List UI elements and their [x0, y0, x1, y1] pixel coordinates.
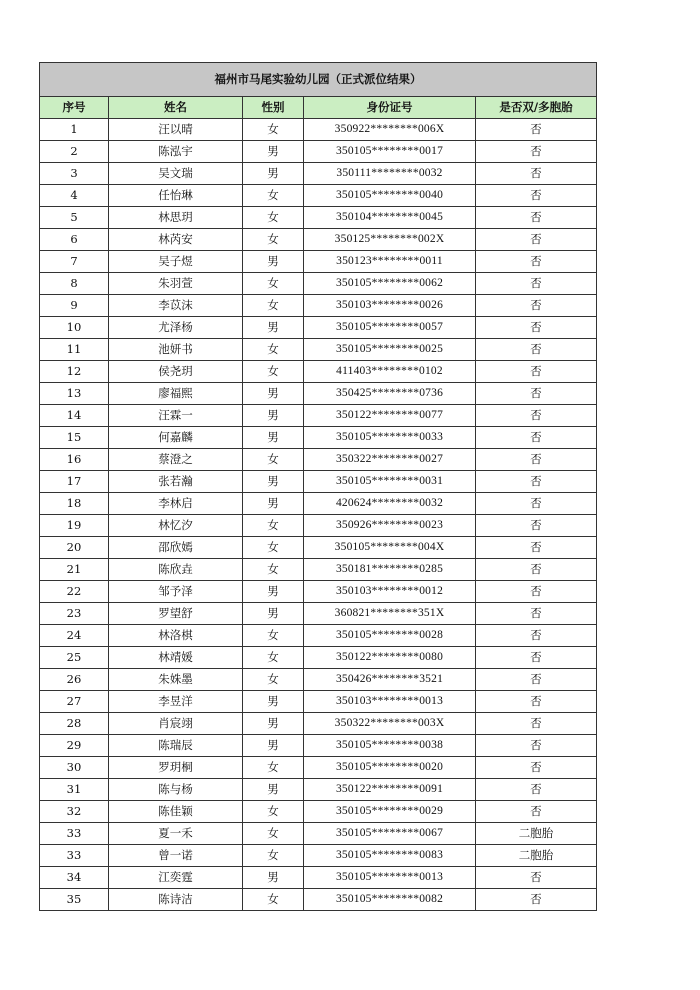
title-row — [40, 63, 597, 97]
cell-id-number: 350105********0057 — [304, 317, 476, 339]
cell-name: 李林启 — [109, 493, 243, 515]
table-row — [40, 449, 597, 471]
header-twins: 是否双/多胞胎 — [476, 97, 597, 119]
table-row — [40, 339, 597, 361]
cell-id-number: 350105********0033 — [304, 427, 476, 449]
table-row — [40, 867, 597, 889]
cell-twins: 否 — [476, 889, 597, 911]
cell-twins: 否 — [476, 185, 597, 207]
table-row — [40, 229, 597, 251]
cell-gender: 女 — [243, 823, 304, 845]
cell-id-number: 350105********004X — [304, 537, 476, 559]
cell-gender: 女 — [243, 207, 304, 229]
cell-name: 吴子煜 — [109, 251, 243, 273]
cell-name: 江奕霆 — [109, 867, 243, 889]
cell-name: 夏一禾 — [109, 823, 243, 845]
cell-name: 李昱洋 — [109, 691, 243, 713]
cell-gender: 男 — [243, 735, 304, 757]
cell-name: 蔡澄之 — [109, 449, 243, 471]
cell-twins: 否 — [476, 119, 597, 141]
cell-name: 汪霖一 — [109, 405, 243, 427]
cell-name: 廖福熙 — [109, 383, 243, 405]
cell-index: 9 — [40, 295, 109, 317]
cell-name: 陈欣垚 — [109, 559, 243, 581]
cell-index: 26 — [40, 669, 109, 691]
table-row — [40, 471, 597, 493]
cell-index: 22 — [40, 581, 109, 603]
cell-index: 16 — [40, 449, 109, 471]
cell-id-number: 350425********0736 — [304, 383, 476, 405]
cell-twins: 否 — [476, 471, 597, 493]
cell-name: 侯尧玥 — [109, 361, 243, 383]
cell-gender: 女 — [243, 647, 304, 669]
cell-gender: 男 — [243, 251, 304, 273]
cell-twins: 否 — [476, 163, 597, 185]
cell-id-number: 350103********0013 — [304, 691, 476, 713]
table-row — [40, 405, 597, 427]
cell-id-number: 350105********0020 — [304, 757, 476, 779]
sheet-title: 福州市马尾实验幼儿园（正式派位结果） — [40, 63, 597, 97]
table-body — [40, 119, 597, 911]
cell-index: 14 — [40, 405, 109, 427]
cell-index: 3 — [40, 163, 109, 185]
cell-gender: 男 — [243, 383, 304, 405]
cell-twins: 否 — [476, 537, 597, 559]
cell-name: 曾一诺 — [109, 845, 243, 867]
cell-gender: 女 — [243, 295, 304, 317]
table-row — [40, 141, 597, 163]
cell-index: 34 — [40, 867, 109, 889]
cell-index: 4 — [40, 185, 109, 207]
cell-name: 邹予泽 — [109, 581, 243, 603]
table-row — [40, 603, 597, 625]
cell-index: 17 — [40, 471, 109, 493]
table-row — [40, 119, 597, 141]
cell-index: 18 — [40, 493, 109, 515]
cell-id-number: 350103********0012 — [304, 581, 476, 603]
cell-twins: 否 — [476, 515, 597, 537]
cell-id-number: 350122********0080 — [304, 647, 476, 669]
cell-index: 30 — [40, 757, 109, 779]
cell-name: 任怡琳 — [109, 185, 243, 207]
cell-twins: 否 — [476, 229, 597, 251]
cell-index: 33 — [40, 845, 109, 867]
cell-index: 19 — [40, 515, 109, 537]
cell-gender: 女 — [243, 339, 304, 361]
cell-id-number: 350122********0077 — [304, 405, 476, 427]
table-row — [40, 713, 597, 735]
cell-name: 陈佳颖 — [109, 801, 243, 823]
table-row — [40, 801, 597, 823]
cell-index: 29 — [40, 735, 109, 757]
cell-index: 2 — [40, 141, 109, 163]
cell-twins: 二胞胎 — [476, 845, 597, 867]
enrollment-result-table — [39, 62, 597, 911]
cell-index: 28 — [40, 713, 109, 735]
cell-twins: 否 — [476, 625, 597, 647]
cell-id-number: 350105********0017 — [304, 141, 476, 163]
header-index: 序号 — [40, 97, 109, 119]
cell-name: 汪以晴 — [109, 119, 243, 141]
cell-index: 24 — [40, 625, 109, 647]
cell-id-number: 350105********0013 — [304, 867, 476, 889]
cell-index: 5 — [40, 207, 109, 229]
cell-name: 李苡沫 — [109, 295, 243, 317]
cell-name: 邵欣嫣 — [109, 537, 243, 559]
cell-id-number: 420624********0032 — [304, 493, 476, 515]
table-row — [40, 691, 597, 713]
cell-id-number: 350322********003X — [304, 713, 476, 735]
cell-name: 池妍书 — [109, 339, 243, 361]
cell-id-number: 350105********0040 — [304, 185, 476, 207]
table-row — [40, 559, 597, 581]
cell-gender: 男 — [243, 867, 304, 889]
cell-id-number: 350922********006X — [304, 119, 476, 141]
cell-gender: 男 — [243, 141, 304, 163]
cell-id-number: 350105********0038 — [304, 735, 476, 757]
cell-twins: 否 — [476, 273, 597, 295]
cell-id-number: 350122********0091 — [304, 779, 476, 801]
table-row — [40, 669, 597, 691]
header-row — [40, 97, 597, 119]
cell-index: 33 — [40, 823, 109, 845]
cell-twins: 二胞胎 — [476, 823, 597, 845]
cell-index: 6 — [40, 229, 109, 251]
cell-name: 吴文瑞 — [109, 163, 243, 185]
cell-twins: 否 — [476, 383, 597, 405]
cell-name: 何嘉麟 — [109, 427, 243, 449]
cell-twins: 否 — [476, 801, 597, 823]
cell-id-number: 350105********0029 — [304, 801, 476, 823]
cell-gender: 男 — [243, 317, 304, 339]
cell-gender: 男 — [243, 603, 304, 625]
cell-index: 11 — [40, 339, 109, 361]
cell-gender: 男 — [243, 713, 304, 735]
cell-id-number: 350105********0067 — [304, 823, 476, 845]
cell-twins: 否 — [476, 779, 597, 801]
cell-gender: 女 — [243, 119, 304, 141]
table-row — [40, 515, 597, 537]
cell-id-number: 350105********0028 — [304, 625, 476, 647]
cell-gender: 男 — [243, 427, 304, 449]
cell-twins: 否 — [476, 427, 597, 449]
cell-gender: 男 — [243, 163, 304, 185]
cell-index: 20 — [40, 537, 109, 559]
cell-index: 35 — [40, 889, 109, 911]
cell-name: 林忆汐 — [109, 515, 243, 537]
cell-name: 陈泓宇 — [109, 141, 243, 163]
cell-twins: 否 — [476, 757, 597, 779]
cell-twins: 否 — [476, 339, 597, 361]
cell-index: 21 — [40, 559, 109, 581]
cell-id-number: 350181********0285 — [304, 559, 476, 581]
cell-twins: 否 — [476, 669, 597, 691]
cell-name: 林洛棋 — [109, 625, 243, 647]
table-row — [40, 295, 597, 317]
cell-gender: 男 — [243, 405, 304, 427]
cell-twins: 否 — [476, 867, 597, 889]
cell-index: 27 — [40, 691, 109, 713]
header-name: 姓名 — [109, 97, 243, 119]
cell-twins: 否 — [476, 449, 597, 471]
cell-name: 陈瑞辰 — [109, 735, 243, 757]
cell-name: 朱姝墨 — [109, 669, 243, 691]
cell-name: 朱羽萱 — [109, 273, 243, 295]
cell-twins: 否 — [476, 317, 597, 339]
table-row — [40, 427, 597, 449]
table-row — [40, 273, 597, 295]
cell-gender: 女 — [243, 185, 304, 207]
cell-index: 15 — [40, 427, 109, 449]
cell-gender: 女 — [243, 537, 304, 559]
cell-id-number: 350125********002X — [304, 229, 476, 251]
cell-gender: 女 — [243, 559, 304, 581]
cell-twins: 否 — [476, 691, 597, 713]
cell-twins: 否 — [476, 647, 597, 669]
table-row — [40, 845, 597, 867]
cell-gender: 男 — [243, 493, 304, 515]
cell-twins: 否 — [476, 735, 597, 757]
cell-name: 尤泽杨 — [109, 317, 243, 339]
table-row — [40, 889, 597, 911]
table-row — [40, 735, 597, 757]
cell-index: 10 — [40, 317, 109, 339]
cell-gender: 女 — [243, 757, 304, 779]
cell-index: 32 — [40, 801, 109, 823]
table-row — [40, 823, 597, 845]
cell-twins: 否 — [476, 295, 597, 317]
cell-gender: 男 — [243, 581, 304, 603]
table-row — [40, 581, 597, 603]
cell-name: 罗玥桐 — [109, 757, 243, 779]
table-row — [40, 537, 597, 559]
cell-id-number: 350926********0023 — [304, 515, 476, 537]
table-row — [40, 779, 597, 801]
cell-gender: 女 — [243, 889, 304, 911]
cell-twins: 否 — [476, 141, 597, 163]
cell-name: 肖宸翊 — [109, 713, 243, 735]
table-row — [40, 251, 597, 273]
cell-gender: 女 — [243, 515, 304, 537]
cell-gender: 男 — [243, 471, 304, 493]
cell-twins: 否 — [476, 581, 597, 603]
cell-id-number: 350104********0045 — [304, 207, 476, 229]
header-gender: 性别 — [243, 97, 304, 119]
cell-gender: 男 — [243, 691, 304, 713]
cell-name: 林靖媛 — [109, 647, 243, 669]
cell-gender: 女 — [243, 273, 304, 295]
cell-index: 25 — [40, 647, 109, 669]
cell-index: 13 — [40, 383, 109, 405]
cell-id-number: 350111********0032 — [304, 163, 476, 185]
cell-gender: 女 — [243, 845, 304, 867]
cell-gender: 女 — [243, 625, 304, 647]
cell-gender: 女 — [243, 229, 304, 251]
table-row — [40, 493, 597, 515]
cell-twins: 否 — [476, 493, 597, 515]
cell-id-number: 360821********351X — [304, 603, 476, 625]
cell-twins: 否 — [476, 361, 597, 383]
cell-index: 31 — [40, 779, 109, 801]
cell-twins: 否 — [476, 405, 597, 427]
cell-gender: 女 — [243, 449, 304, 471]
cell-index: 7 — [40, 251, 109, 273]
cell-name: 陈诗洁 — [109, 889, 243, 911]
table-row — [40, 207, 597, 229]
table-row — [40, 647, 597, 669]
table-row — [40, 163, 597, 185]
cell-id-number: 350103********0026 — [304, 295, 476, 317]
cell-index: 1 — [40, 119, 109, 141]
cell-name: 罗望舒 — [109, 603, 243, 625]
cell-index: 8 — [40, 273, 109, 295]
cell-id-number: 350105********0025 — [304, 339, 476, 361]
cell-index: 12 — [40, 361, 109, 383]
cell-id-number: 350105********0031 — [304, 471, 476, 493]
cell-twins: 否 — [476, 207, 597, 229]
table-row — [40, 383, 597, 405]
header-id-number: 身份证号 — [304, 97, 476, 119]
table-row — [40, 317, 597, 339]
cell-index: 23 — [40, 603, 109, 625]
cell-id-number: 350322********0027 — [304, 449, 476, 471]
cell-gender: 男 — [243, 779, 304, 801]
cell-twins: 否 — [476, 603, 597, 625]
cell-twins: 否 — [476, 559, 597, 581]
table-row — [40, 757, 597, 779]
cell-name: 陈与杨 — [109, 779, 243, 801]
cell-twins: 否 — [476, 713, 597, 735]
cell-name: 林芮安 — [109, 229, 243, 251]
cell-id-number: 350105********0082 — [304, 889, 476, 911]
cell-id-number: 350426********3521 — [304, 669, 476, 691]
cell-id-number: 350123********0011 — [304, 251, 476, 273]
cell-id-number: 411403********0102 — [304, 361, 476, 383]
table-row — [40, 625, 597, 647]
cell-twins: 否 — [476, 251, 597, 273]
cell-id-number: 350105********0083 — [304, 845, 476, 867]
cell-gender: 女 — [243, 361, 304, 383]
cell-name: 张若瀚 — [109, 471, 243, 493]
cell-gender: 女 — [243, 801, 304, 823]
table-row — [40, 185, 597, 207]
cell-name: 林思玥 — [109, 207, 243, 229]
cell-id-number: 350105********0062 — [304, 273, 476, 295]
table-row — [40, 361, 597, 383]
cell-gender: 女 — [243, 669, 304, 691]
